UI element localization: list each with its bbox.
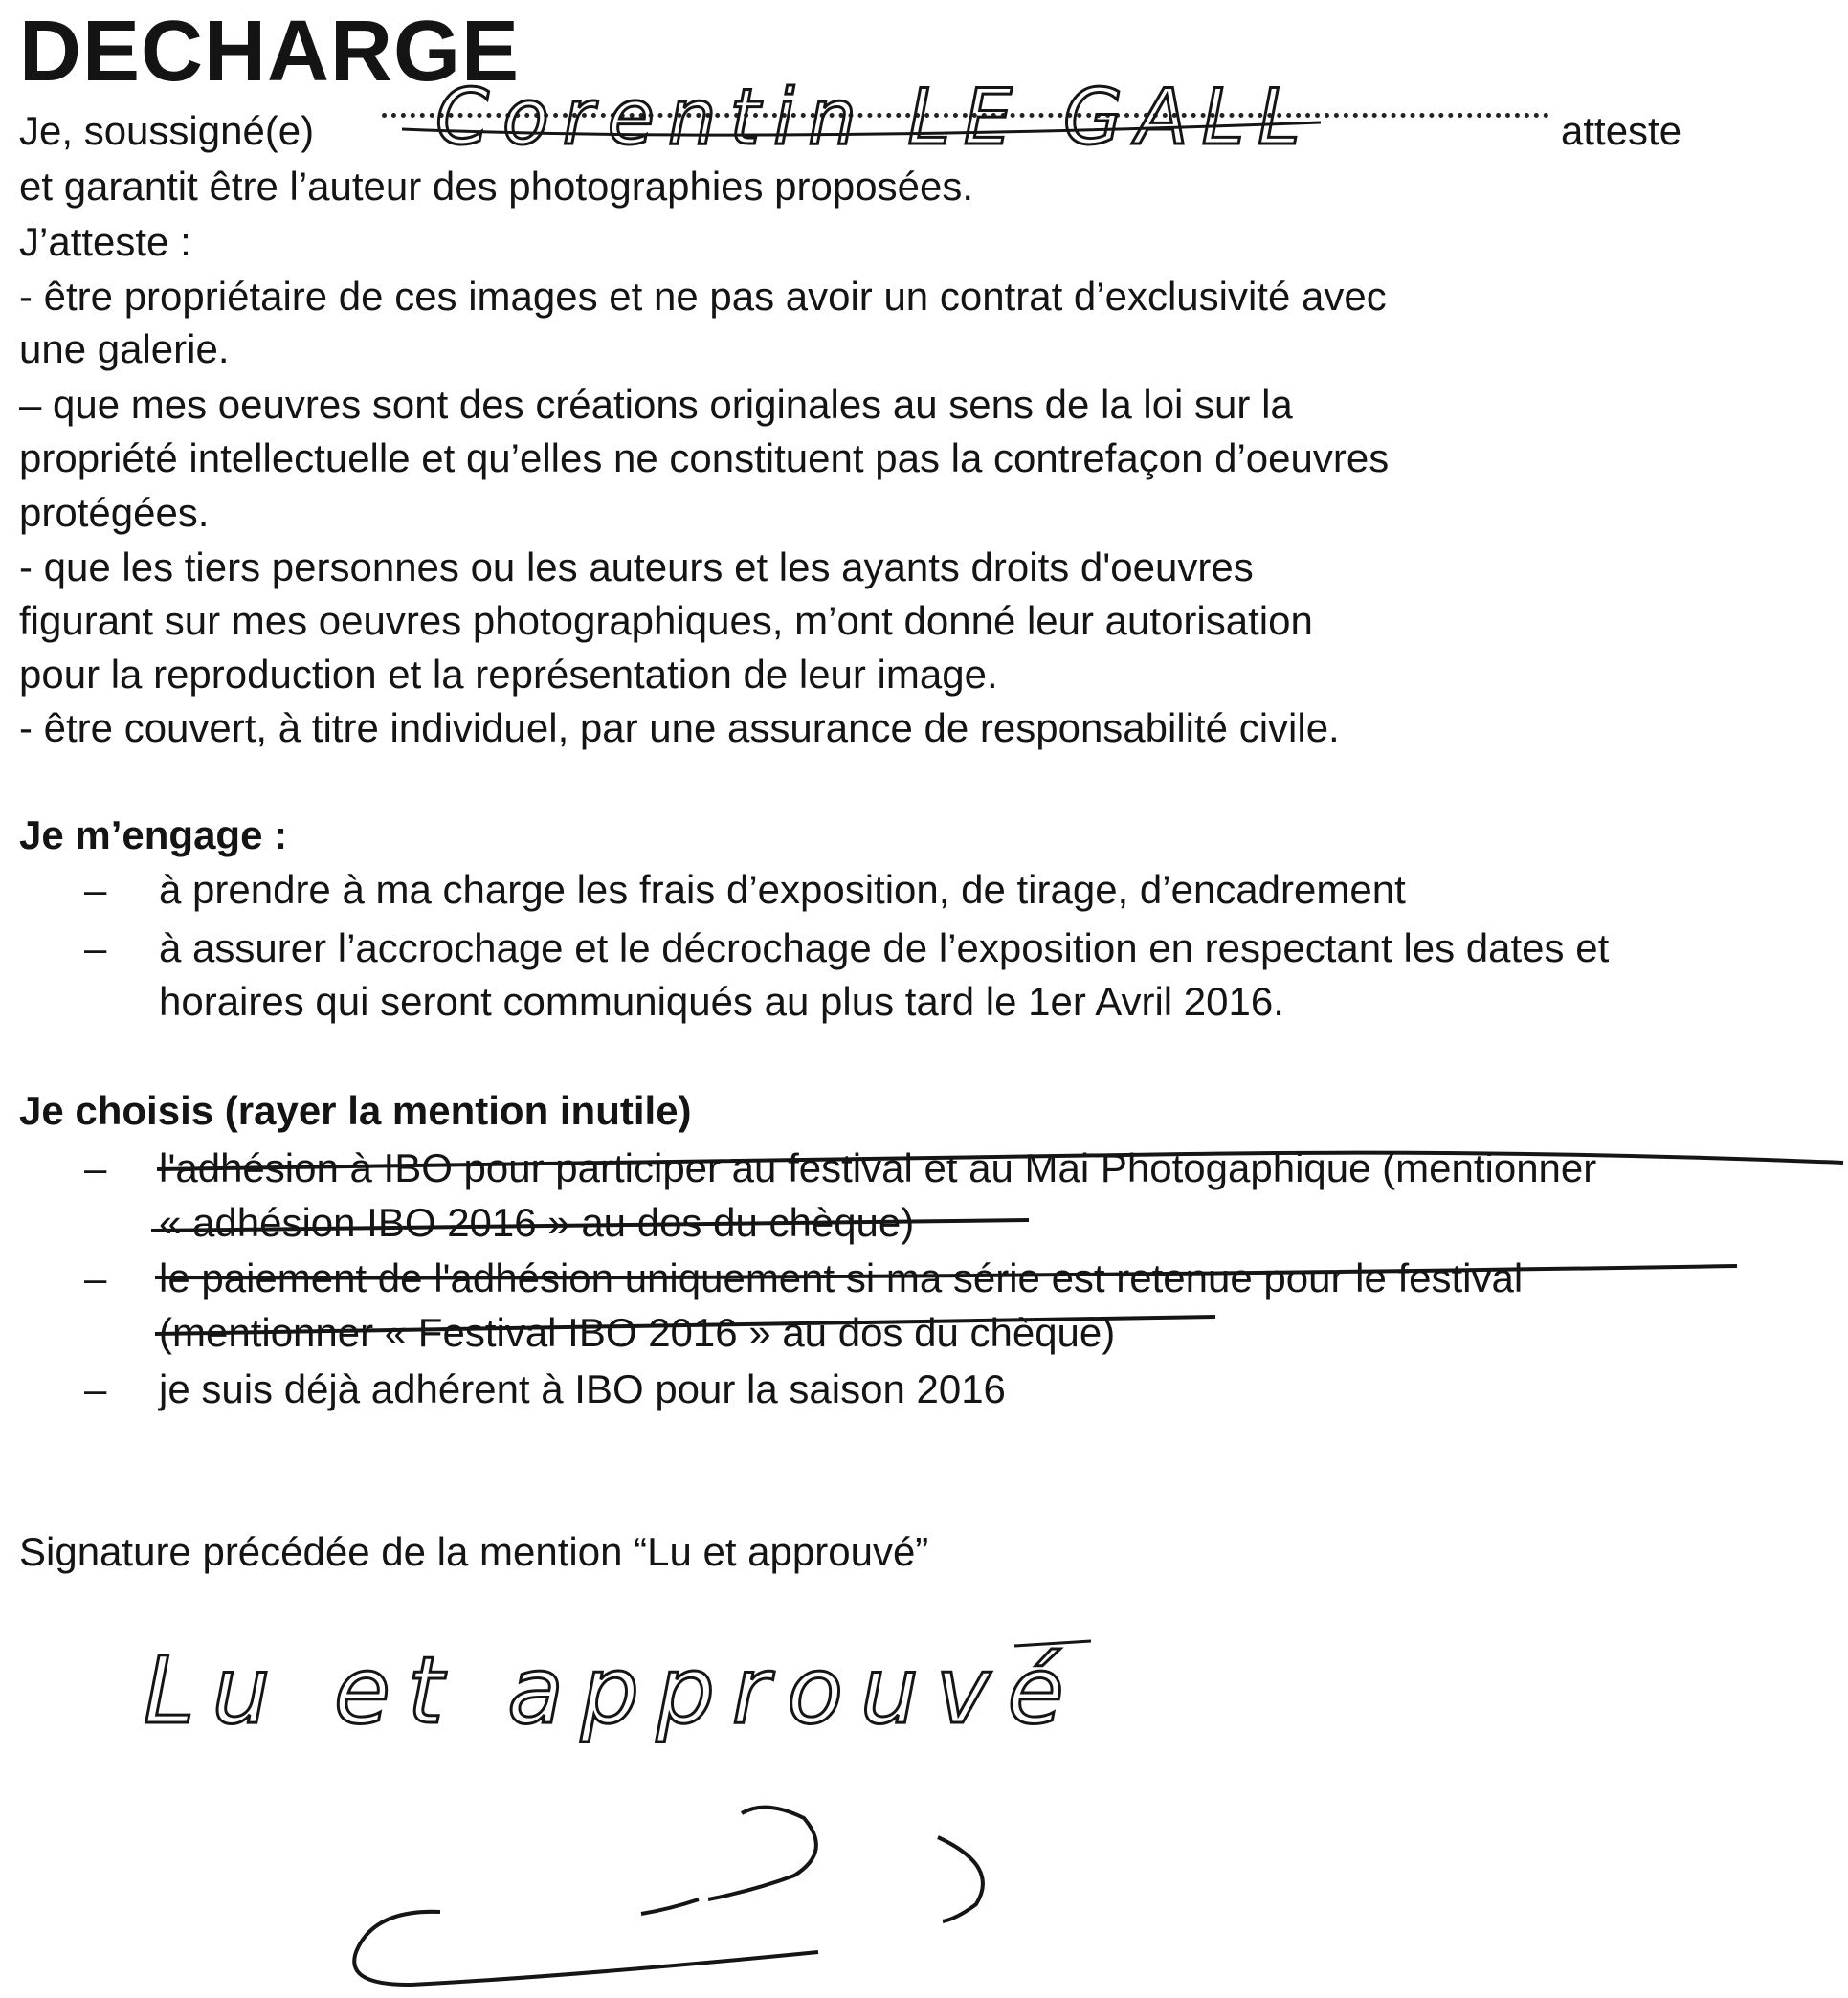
bullet-dash: –	[84, 925, 107, 970]
choice-item-struck: le paiement de l'adhésion uniquement si ma série est retenue pour le festival	[159, 1255, 1524, 1300]
handwritten-approval-text: Lu et approuvé	[144, 1637, 1081, 1744]
attest-line: propriété intellectuelle et qu’elles ne constituent pas la contrefaçon d’oeuvres	[19, 435, 1390, 480]
declaration-suffix: atteste	[1561, 108, 1682, 153]
engage-item: à prendre à ma charge les frais d’exposition, de tirage, d’encadrement	[159, 867, 1406, 912]
attest-line: figurant sur mes oeuvres photographiques, m’ont donné leur autorisation	[19, 598, 1313, 643]
handwritten-name-text: Corentin LE GALL	[435, 73, 1314, 162]
bullet-dash: –	[84, 1145, 107, 1190]
bullet-dash: –	[84, 867, 107, 912]
attest-line: - être propriétaire de ces images et ne pas avoir un contrat d’exclusivité avec	[19, 274, 1387, 319]
attest-line: une galerie.	[19, 326, 230, 371]
engage-item: à assurer l’accrochage et le décrochage de l’exposition en respectant les dates et	[159, 925, 1610, 970]
engage-heading: Je m’engage :	[19, 812, 288, 857]
engage-item-continued: horaires qui seront communiqués au plus tard le 1er Avril 2016.	[159, 979, 1284, 1024]
attest-line: - que les tiers personnes ou les auteurs et les ayants droits d'oeuvres	[19, 544, 1254, 589]
attest-line: pour la reproduction et la représentation de leur image.	[19, 652, 998, 697]
choice-item-struck: l'adhésion à IBO pour participer au festival et au Mai Photogaphique (mentionner	[159, 1145, 1597, 1190]
bullet-dash: –	[84, 1255, 107, 1300]
bullet-dash: –	[84, 1366, 107, 1411]
signature-label: Signature précédée de la mention “Lu et approuvé”	[19, 1529, 929, 1574]
choice-item-struck-continued: (mentionner « Festival IBO 2016 » au dos du chèque)	[159, 1310, 1116, 1355]
attest-line: - être couvert, à titre individuel, par une assurance de responsabilité civile.	[19, 705, 1340, 750]
declaration-prefix: Je, soussigné(e)	[19, 108, 315, 153]
declaration-line-2: et garantit être l’auteur des photographies proposées.	[19, 164, 973, 209]
attest-label: J’atteste :	[19, 219, 191, 264]
attest-line: – que mes oeuvres sont des créations originales au sens de la loi sur la	[19, 382, 1293, 427]
choose-heading: Je choisis (rayer la mention inutile)	[19, 1088, 692, 1133]
choice-item: je suis déjà adhérent à IBO pour la saison 2016	[159, 1366, 1006, 1411]
attest-line: protégées.	[19, 490, 210, 535]
choice-item-struck-continued: « adhésion IBO 2016 » au dos du chèque)	[159, 1200, 915, 1245]
document-title: DECHARGE	[19, 4, 521, 100]
